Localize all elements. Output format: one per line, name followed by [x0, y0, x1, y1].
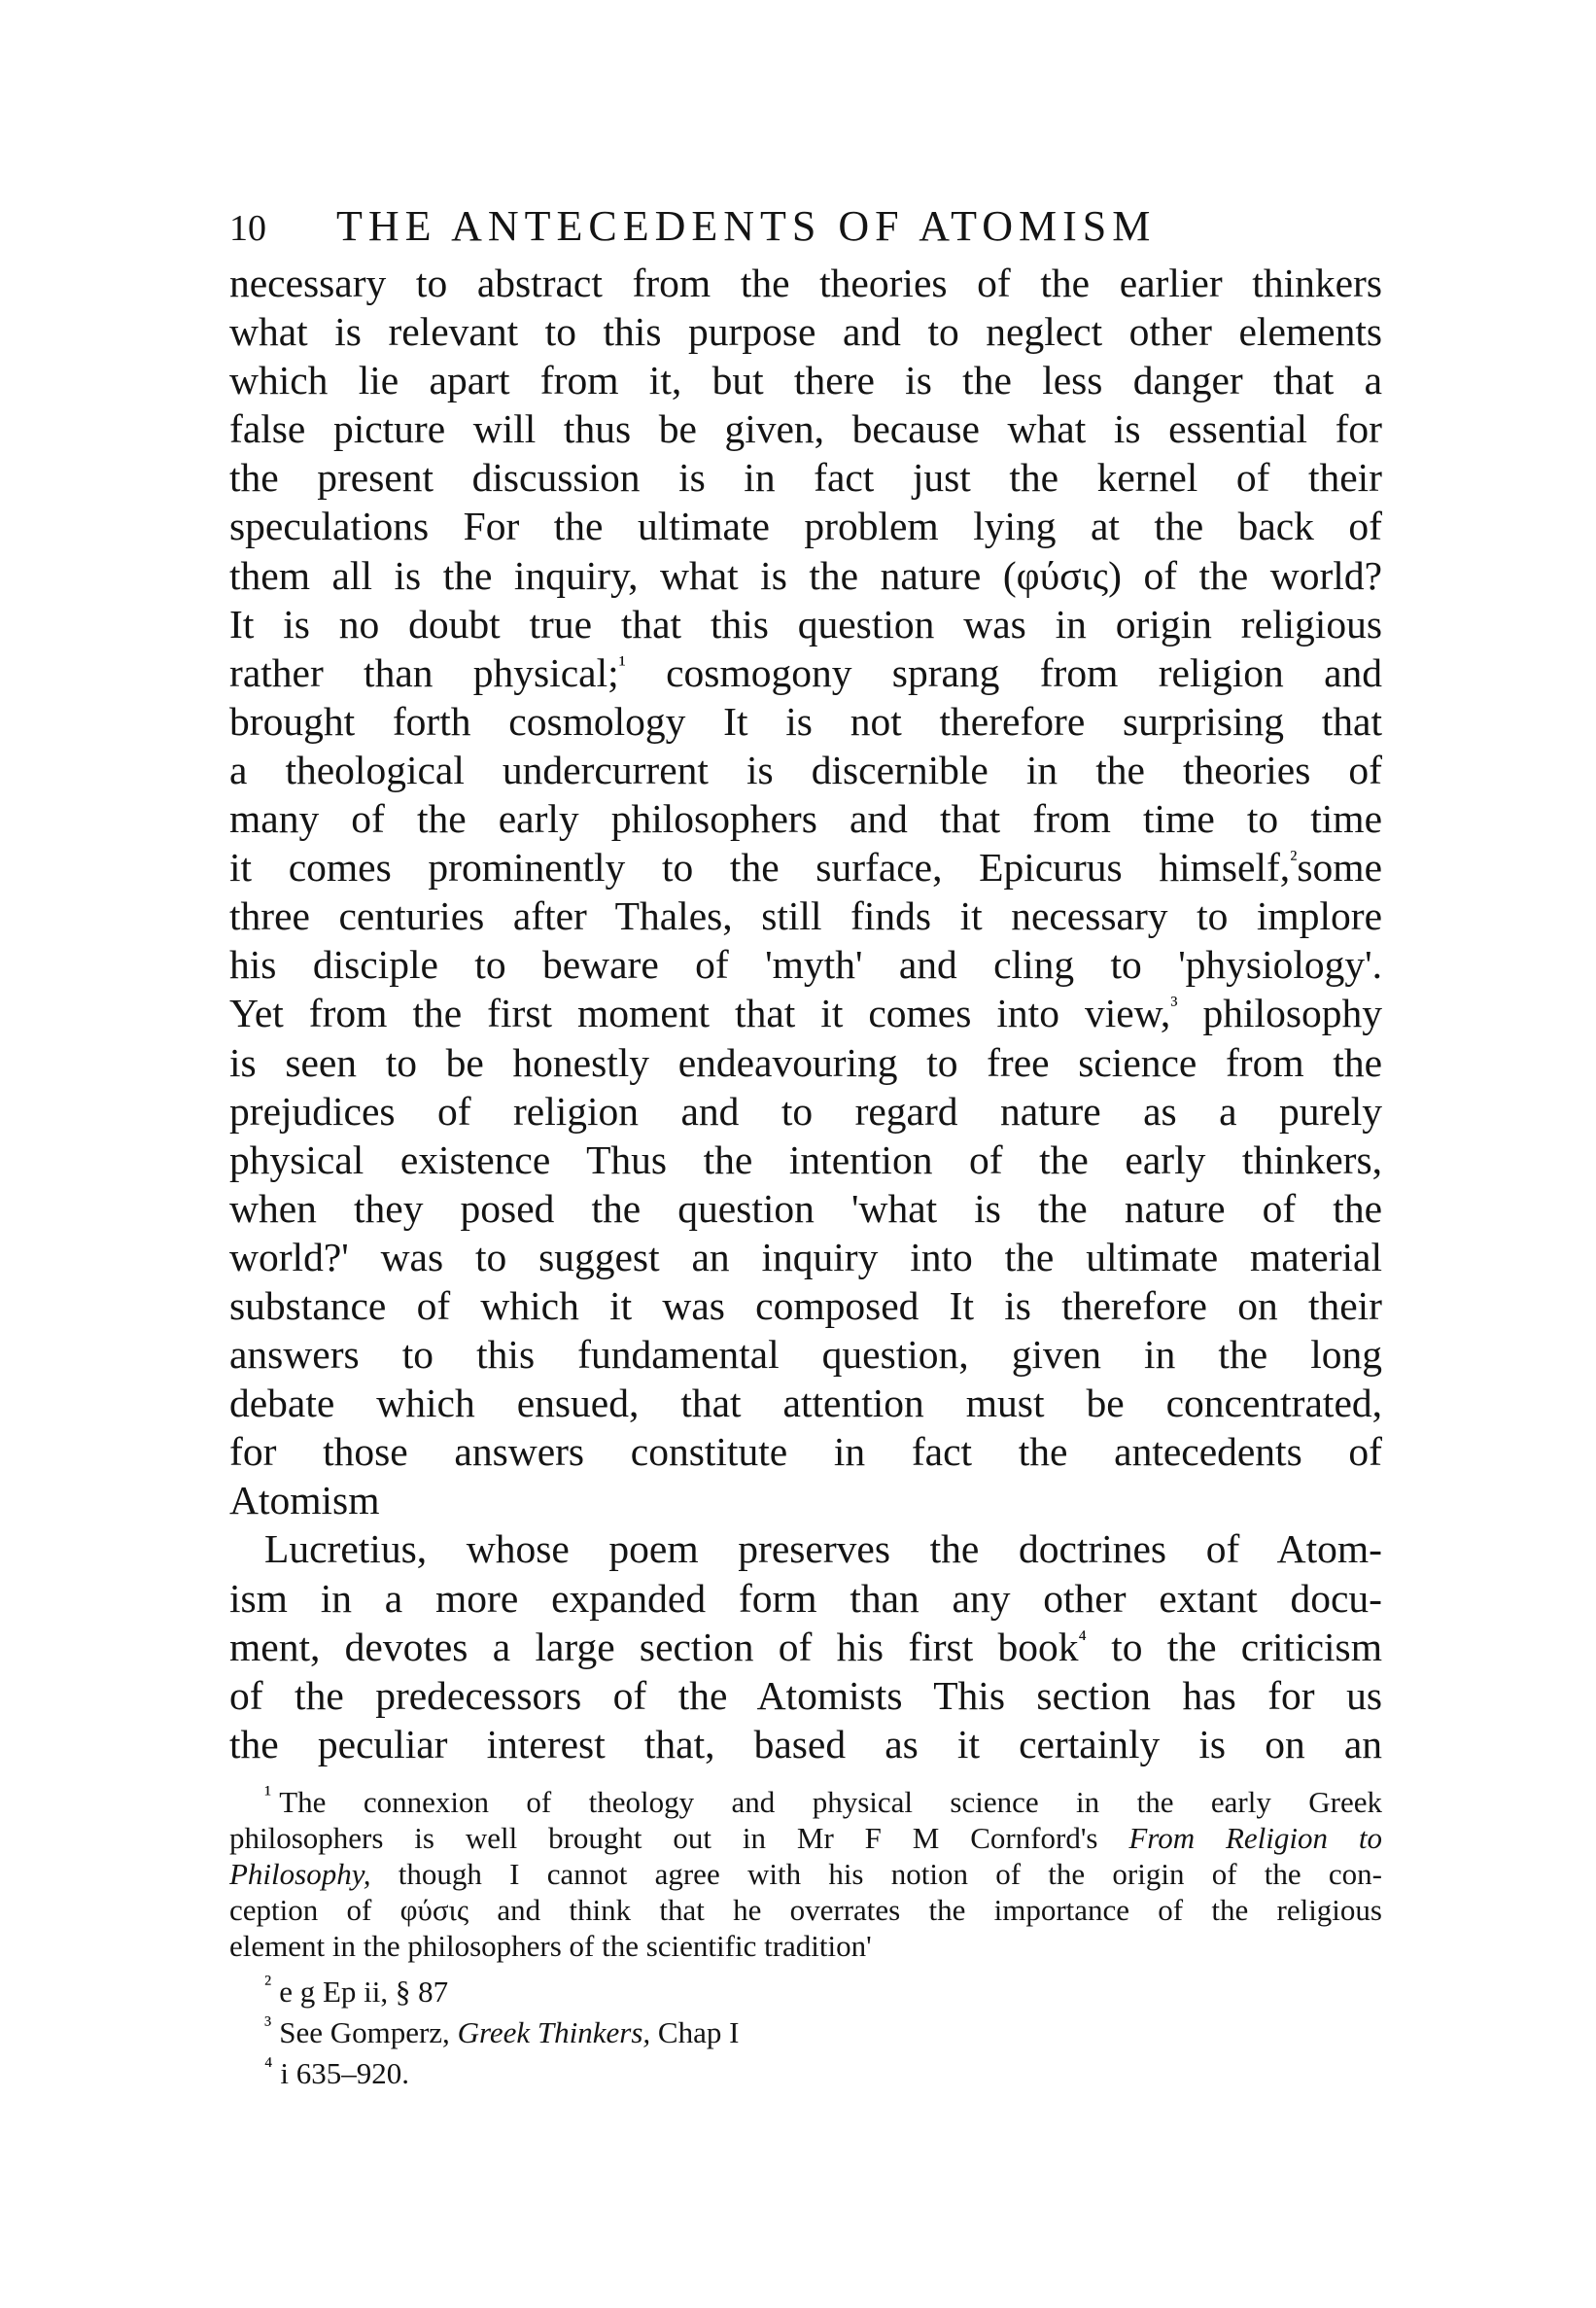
footnote-mark: ⁴ [264, 2052, 273, 2079]
line-segment: it comes prominently to the surface, Epicurus himself, [229, 845, 1291, 891]
text-line: necessary to abstract from the theories of the earlier thinkers [229, 261, 1382, 305]
text-line: the peculiar interest that, based as it certainly is on an [229, 1721, 1382, 1766]
footnote-mark: ¹ [264, 1781, 272, 1807]
text-line: substance of which it was composed It is therefore on their [229, 1282, 1382, 1328]
text-line: brought forth cosmology It is not therefore surprising that [229, 698, 1382, 744]
book-title: From Religion to [1128, 1820, 1382, 1855]
page-number: 10 [229, 208, 266, 249]
text-line [229, 1623, 1382, 1671]
footnote-1-line: ception of φύσις and think that he overrates the importance of the religious [229, 1892, 1382, 1927]
paragraph-1 [229, 259, 1382, 1524]
line-segment: cosmogony sprang from religion and [625, 649, 1382, 695]
footnote-text: i 635–920. [280, 2055, 409, 2090]
footnote-ref-2: ² [1290, 847, 1298, 873]
text-line: for those answers constitute in fact the antecedents of [229, 1429, 1382, 1475]
text-line: prejudices of religion and to regard nature as a purely [229, 1088, 1382, 1134]
line-segment: ment, devotes a large section of his first book [229, 1624, 1079, 1669]
footnote-text: though I cannot agree with his notion of the origin of the con- [370, 1856, 1382, 1891]
book-title: Greek Thinkers, [457, 2014, 651, 2049]
text-line: speculations For the ultimate problem lying at the back of [229, 504, 1382, 549]
text-line: false picture will thus be given, because what is essential for [229, 406, 1382, 452]
footnote-text: Chap I [650, 2014, 740, 2049]
text-line [229, 843, 1382, 892]
text-line: what is relevant to this purpose and to neglect other elements [229, 309, 1382, 355]
text-line: his disciple to beware of 'myth' and cling to 'physiology'. [229, 942, 1382, 988]
footnote-text: e g Ep ii, § 87 [279, 1974, 449, 2009]
text-line: ism in a more expanded form than any other extant docu- [229, 1575, 1382, 1621]
text-line: a theological undercurrent is discernible in the theories of [229, 747, 1382, 792]
text-line: them all is the inquiry, what is the nature (φύσις) of the world? [229, 552, 1382, 598]
footnote-4 [229, 2053, 1382, 2094]
line-segment: rather than physical; [229, 649, 619, 695]
text-line: Atomism [229, 1478, 380, 1523]
footnote-1 [229, 1781, 1382, 1820]
text-line: which lie apart from it, but there is the less danger that a [229, 358, 1382, 403]
footnote-1-line [229, 1856, 1382, 1892]
footnote-3 [229, 2012, 1382, 2053]
footnotes [229, 1781, 1382, 2094]
line-segment: Yet from the first moment that it comes into view, [229, 991, 1171, 1036]
text-line: physical existence Thus the intention of the early thinkers, [229, 1137, 1382, 1182]
footnote-mark: ² [264, 1971, 272, 1997]
text-line: many of the early philosophers and that from time to time [229, 796, 1382, 842]
line-segment: to the criticism [1086, 1624, 1382, 1669]
text-line: of the predecessors of the Atomists This section has for us [229, 1672, 1382, 1718]
running-title: THE ANTECEDENTS OF ATOMISM [336, 202, 1157, 250]
footnote-text: See Gomperz, [279, 2014, 458, 2049]
text-line [229, 648, 1382, 697]
text-line: answers to this fundamental question, given in the long [229, 1332, 1382, 1378]
text-line: is seen to be honestly endeavouring to free science from the [229, 1039, 1382, 1085]
text-line: when they posed the question 'what is the nature of the [229, 1185, 1382, 1231]
text-line: debate which ensued, that attention must be concentrated, [229, 1381, 1382, 1426]
text-line: Lucretius, whose poem preserves the doctrines of Atom- [264, 1526, 1382, 1572]
footnote-text: philosophers is well brought out in Mr F M Cornford's [229, 1820, 1129, 1855]
text-line: the present discussion is in fact just the kernel of their [229, 455, 1382, 501]
footnote-1-line: element in the philosophers of the scientific tradition' [229, 1928, 872, 1963]
line-segment: philosophy [1177, 991, 1382, 1036]
text-line [229, 989, 1382, 1037]
text-line: world?' was to suggest an inquiry into the ultimate material [229, 1234, 1382, 1279]
footnote-ref-3: ³ [1170, 993, 1178, 1019]
footnote-2 [229, 1972, 1382, 2012]
footnote-ref-4: ⁴ [1078, 1626, 1087, 1652]
paragraph-2 [229, 1524, 1382, 1767]
footnote-1-line [229, 1820, 1382, 1856]
text-line: It is no doubt true that this question was in origin religious [229, 601, 1382, 647]
book-title: Philosophy, [229, 1856, 371, 1891]
line-segment: some [1297, 845, 1382, 891]
text-line: three centuries after Thales, still finds it necessary to implore [229, 893, 1382, 939]
footnote-text: The connexion of theology and physical science in the early Greek [279, 1784, 1382, 1819]
footnote-ref-1: ¹ [618, 651, 626, 678]
book-page [229, 194, 1382, 2094]
footnote-mark: ³ [264, 2011, 272, 2038]
running-head [229, 194, 1382, 259]
